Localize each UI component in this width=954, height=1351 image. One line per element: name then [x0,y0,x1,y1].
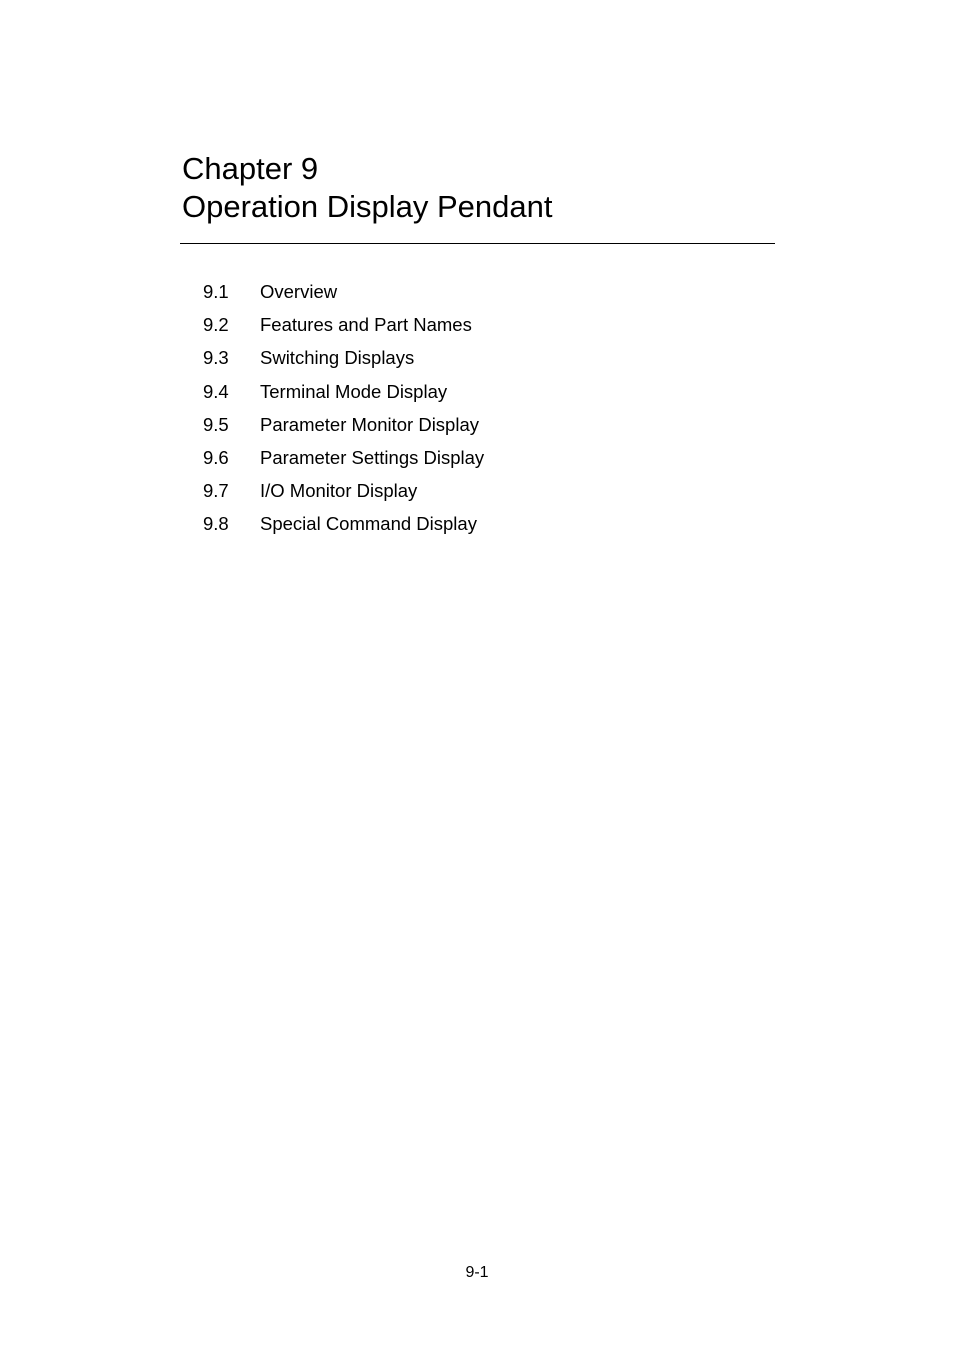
header-divider [180,243,775,244]
toc-item-number: 9.8 [203,513,229,535]
toc-item-9-7 [203,479,484,512]
toc-item-title: I/O Monitor Display [260,480,418,502]
toc-item-number: 9.4 [203,380,229,402]
toc-item-9-4 [203,380,484,413]
toc-item-title: Special Command Display [260,513,477,535]
toc-item-number: 9.5 [203,413,229,435]
toc-item-9-2 [203,313,484,346]
toc-item-9-1 [203,280,484,313]
toc-item-number: 9.6 [203,446,229,468]
toc-item-number: 9.7 [203,480,229,502]
toc-item-title: Features and Part Names [260,314,472,336]
chapter-label: Chapter 9 [182,151,319,186]
toc-item-9-8 [203,512,484,545]
toc-item-number: 9.3 [203,347,229,369]
toc-item-title: Parameter Settings Display [260,446,485,468]
chapter-header [182,150,782,226]
toc-item-number: 9.1 [203,281,229,302]
toc-item-9-3 [203,346,484,379]
chapter-title: Operation Display Pendant [182,189,553,224]
page-number: 9-1 [465,1264,489,1281]
toc-item-title: Switching Displays [260,347,415,369]
toc-item-9-5 [203,413,484,446]
table-of-contents [203,280,484,546]
toc-item-number: 9.2 [203,314,229,336]
toc-item-title: Overview [260,281,338,302]
toc-item-9-6 [203,446,484,479]
toc-item-title: Terminal Mode Display [260,380,448,402]
toc-item-title: Parameter Monitor Display [260,413,479,435]
